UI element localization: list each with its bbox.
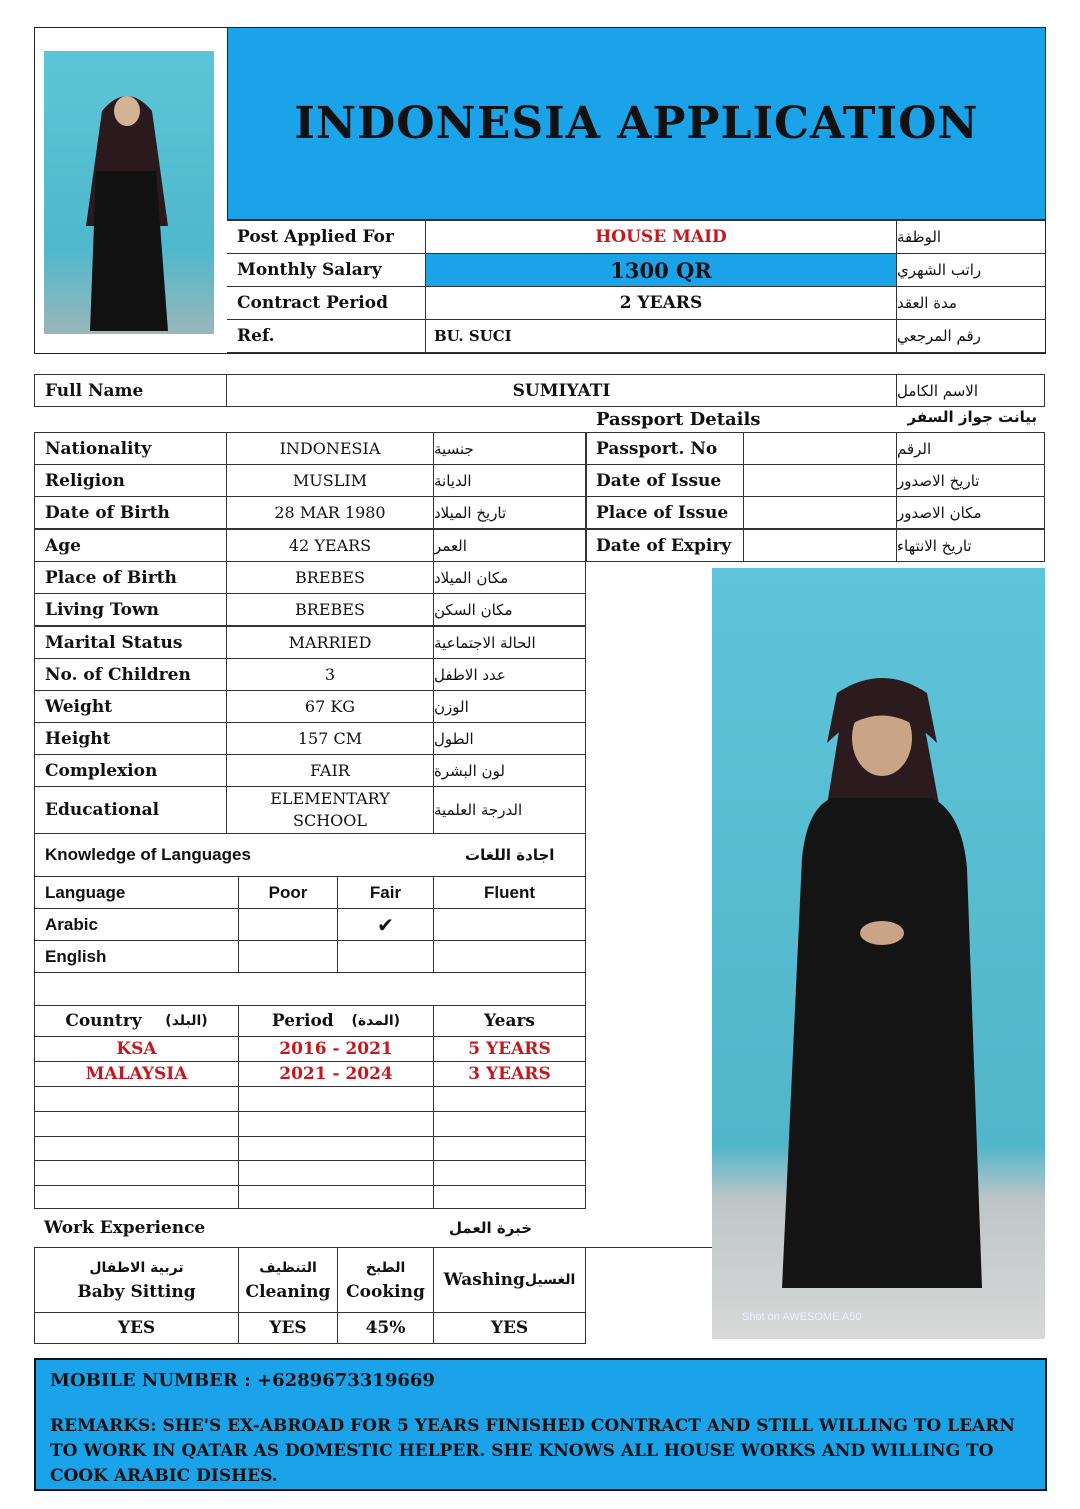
personal-label: Weight — [34, 690, 227, 723]
skill-en: Cooking — [346, 1282, 425, 1302]
personal-ar: مكان الميلاد — [433, 561, 586, 594]
passport-ar: مكان الاصدور — [896, 496, 1045, 529]
exp-empty-cell — [34, 1111, 239, 1137]
work-divider — [586, 1247, 712, 1248]
job-value: 2 YEARS — [425, 286, 897, 320]
languages-heading-ar: اجادة اللغات — [465, 846, 555, 864]
languages-heading-row — [34, 833, 586, 877]
skill-ar: الطبخ — [365, 1260, 406, 1276]
personal-label: Educational — [34, 786, 227, 834]
exp-empty-cell — [238, 1136, 434, 1161]
exp-col-country-label: Country — [65, 1011, 142, 1031]
personal-label: Marital Status — [34, 626, 227, 659]
exp-col-period-ar: (المدة) — [351, 1013, 401, 1029]
personal-ar: العمر — [433, 529, 586, 562]
exp-empty-cell — [34, 1136, 239, 1161]
exp-empty-cell — [433, 1160, 586, 1186]
skill-header — [34, 1247, 239, 1313]
passport-label: Date of Expiry — [586, 529, 744, 562]
exp-empty-cell — [34, 1185, 239, 1209]
exp-empty-cell — [238, 1111, 434, 1137]
work-heading-ar: خبرة العمل — [449, 1219, 533, 1237]
skill-value: YES — [433, 1312, 586, 1344]
full-name-ar: الاسم الكامل — [896, 374, 1045, 407]
skill-en: Cleaning — [245, 1282, 331, 1302]
skill-value: YES — [34, 1312, 239, 1344]
lang-level-cell: ✔ — [337, 908, 434, 941]
personal-label: Place of Birth — [34, 561, 227, 594]
portrait-photo-full — [712, 568, 1045, 1339]
person-figure-small — [44, 51, 214, 334]
personal-value: BREBES — [226, 593, 434, 626]
skill-value: 45% — [337, 1312, 434, 1344]
job-ar: مدة العقد — [896, 286, 1046, 320]
skill-header — [238, 1247, 338, 1313]
personal-ar: الدرجة العلمية — [433, 786, 586, 834]
personal-ar: الطول — [433, 722, 586, 755]
personal-value: BREBES — [226, 561, 434, 594]
personal-ar: تاريخ الميلاد — [433, 496, 586, 529]
remarks: REMARKS: SHE'S EX-ABROAD FOR 5 YEARS FINISHED CONTRACT AND STILL WILLING TO LEARN TO WORK IN QATAR AS DOMESTIC HELPER. SHE KNOWS ALL HOUSE WORKS AND WILLING TO COOK ARABIC DISHES. — [50, 1416, 1015, 1486]
job-label: Contract Period — [227, 286, 426, 320]
personal-label: Complexion — [34, 754, 227, 787]
personal-label: Nationality — [34, 432, 227, 465]
passport-value — [743, 496, 897, 529]
skill-ar: الغسيل — [524, 1272, 576, 1288]
personal-value: 42 YEARS — [226, 529, 434, 562]
exp-empty-cell — [34, 1160, 239, 1186]
lang-level-cell — [238, 908, 338, 941]
exp-empty-cell — [433, 1136, 586, 1161]
job-value: 1300 QR — [425, 253, 897, 287]
personal-ar: لون البشرة — [433, 754, 586, 787]
languages-heading: Knowledge of Languages — [45, 845, 251, 864]
job-label: Monthly Salary — [227, 253, 426, 287]
exp-col-years: Years — [433, 1005, 586, 1037]
exp-col-country — [34, 1005, 239, 1037]
passport-ar: الرقم — [896, 432, 1045, 465]
exp-cell: KSA — [34, 1036, 239, 1062]
personal-value: 28 MAR 1980 — [226, 496, 434, 529]
personal-label: Religion — [34, 464, 227, 497]
spacer-row — [34, 972, 586, 1006]
exp-empty-cell — [433, 1086, 586, 1112]
passport-value — [743, 464, 897, 497]
lang-name: Arabic — [34, 908, 239, 941]
exp-empty-cell — [34, 1086, 239, 1112]
personal-ar: عدد الاطفل — [433, 658, 586, 691]
skill-value: YES — [238, 1312, 338, 1344]
passport-value — [743, 529, 897, 562]
personal-ar: جنسية — [433, 432, 586, 465]
lang-col-header: Fair — [337, 876, 434, 909]
exp-cell: 5 YEARS — [433, 1036, 586, 1062]
passport-value — [743, 432, 897, 465]
skill-en: Baby Sitting — [77, 1282, 196, 1302]
personal-value: INDONESIA — [226, 432, 434, 465]
exp-empty-cell — [238, 1160, 434, 1186]
person-figure-full — [712, 568, 1045, 1339]
skill-ar: التنظيف — [259, 1260, 317, 1276]
personal-value: 3 — [226, 658, 434, 691]
exp-empty-cell — [433, 1185, 586, 1209]
work-heading-row — [34, 1208, 586, 1248]
personal-label: Date of Birth — [34, 496, 227, 529]
personal-ar: الوزن — [433, 690, 586, 723]
job-ar: رقم المرجعي — [896, 319, 1046, 353]
exp-cell: 2021 - 2024 — [238, 1061, 434, 1087]
job-ar: راتب الشهري — [896, 253, 1046, 287]
full-name-label: Full Name — [34, 374, 227, 407]
personal-value: MUSLIM — [226, 464, 434, 497]
photo-caption: Shot on AWESOME A50 — [742, 1311, 862, 1323]
passport-heading-ar: بيانت جواز السفر — [907, 408, 1037, 426]
personal-ar: الحالة الاجتماعية — [433, 626, 586, 659]
personal-label: No. of Children — [34, 658, 227, 691]
personal-value: ELEMENTARY SCHOOL — [226, 786, 434, 834]
skill-en: Washing — [443, 1270, 525, 1290]
personal-value: 67 KG — [226, 690, 434, 723]
lang-col-header: Language — [34, 876, 239, 909]
skill-ar: تربية الاطفال — [89, 1260, 184, 1276]
passport-label: Date of Issue — [586, 464, 744, 497]
lang-level-cell — [433, 940, 586, 973]
skill-header — [433, 1247, 586, 1313]
lang-level-cell — [337, 940, 434, 973]
passport-label: Passport. No — [586, 432, 744, 465]
lang-level-cell — [238, 940, 338, 973]
passport-heading: Passport Details — [596, 409, 761, 430]
personal-label: Age — [34, 529, 227, 562]
personal-ar: مكان السكن — [433, 593, 586, 626]
exp-col-period-label: Period — [271, 1011, 334, 1031]
job-ar: الوظفة — [896, 220, 1046, 254]
mobile-number: MOBILE NUMBER : +6289673319669 — [50, 1370, 435, 1391]
title-banner — [227, 28, 1045, 220]
passport-ar: تاريخ الاصدور — [896, 464, 1045, 497]
exp-col-period — [238, 1005, 434, 1037]
personal-ar: الديانة — [433, 464, 586, 497]
personal-label: Height — [34, 722, 227, 755]
passport-label: Place of Issue — [586, 496, 744, 529]
exp-cell: MALAYSIA — [34, 1061, 239, 1087]
passport-ar: تاريخ الانتهاء — [896, 529, 1045, 562]
portrait-photo-small — [44, 51, 214, 334]
skill-header — [337, 1247, 434, 1313]
personal-value: FAIR — [226, 754, 434, 787]
page-title: INDONESIA APPLICATION — [294, 98, 979, 149]
exp-empty-cell — [433, 1111, 586, 1137]
footer-panel — [34, 1358, 1047, 1491]
full-name-value: SUMIYATI — [226, 374, 897, 407]
lang-col-header: Poor — [238, 876, 338, 909]
personal-value: 157 CM — [226, 722, 434, 755]
work-heading: Work Experience — [44, 1218, 206, 1238]
job-label: Post Applied For — [227, 220, 426, 254]
job-label: Ref. — [227, 319, 426, 353]
personal-value: MARRIED — [226, 626, 434, 659]
exp-empty-cell — [238, 1086, 434, 1112]
personal-label: Living Town — [34, 593, 227, 626]
exp-empty-cell — [238, 1185, 434, 1209]
exp-cell: 2016 - 2021 — [238, 1036, 434, 1062]
lang-col-header: Fluent — [433, 876, 586, 909]
job-value: HOUSE MAID — [425, 220, 897, 254]
job-value: BU. SUCI — [425, 319, 897, 353]
lang-level-cell — [433, 908, 586, 941]
exp-col-country-ar: (البلد) — [165, 1013, 208, 1029]
lang-name: English — [34, 940, 239, 973]
exp-cell: 3 YEARS — [433, 1061, 586, 1087]
